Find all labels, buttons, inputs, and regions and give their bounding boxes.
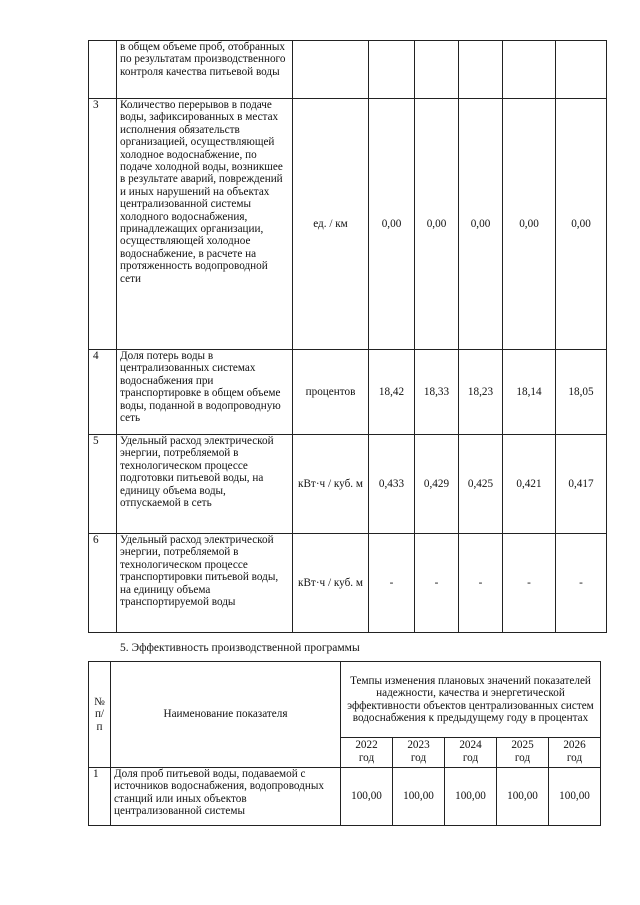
table-row	[89, 99, 607, 350]
unit-cell: кВт·ч / куб. м	[293, 534, 369, 633]
value-cell: -	[369, 534, 415, 633]
value-cell: 18,42	[369, 350, 415, 435]
value-cell: 0,429	[415, 435, 459, 534]
value-cell: 18,05	[556, 350, 607, 435]
value-cell: -	[459, 534, 503, 633]
value-cell: -	[503, 534, 556, 633]
row-number: 4	[89, 350, 117, 435]
value-cell: 18,33	[415, 350, 459, 435]
row-number	[89, 41, 117, 99]
value-cell: 0,425	[459, 435, 503, 534]
value-cell: 100,00	[341, 768, 393, 826]
row-number: 5	[89, 435, 117, 534]
table-row	[89, 41, 607, 99]
rates-group-header: Темпы изменения плановых значений показателей надежности, качества и энергетической эффективности объектов централизованных систем водоснабжения к предыдущему году в процентах	[341, 662, 601, 738]
year-header: 2025 год	[497, 738, 549, 768]
indicator-name: Удельный расход электрической энергии, потребляемой в технологическом процессе транспортировки питьевой воды, на единицу объема транспортируемой воды	[117, 534, 293, 633]
value-cell: 100,00	[393, 768, 445, 826]
table-row	[89, 350, 607, 435]
year-header: 2023 год	[393, 738, 445, 768]
header-text: №	[94, 695, 105, 708]
year-header: 2024 год	[445, 738, 497, 768]
value-cell: 0,433	[369, 435, 415, 534]
table-row	[89, 435, 607, 534]
value-cell: -	[415, 534, 459, 633]
row-number: 6	[89, 534, 117, 633]
efficiency-table	[88, 661, 601, 826]
value-cell	[503, 41, 556, 99]
number-column-header	[89, 662, 111, 768]
value-cell: 0,421	[503, 435, 556, 534]
indicator-name: Доля проб питьевой воды, подаваемой с источников водоснабжения, водопроводных станций или иных объектов централизованной системы	[111, 768, 341, 826]
unit-cell: процентов	[293, 350, 369, 435]
value-cell: 0,00	[369, 99, 415, 350]
unit-cell: кВт·ч / куб. м	[293, 435, 369, 534]
row-number: 3	[89, 99, 117, 350]
header-text: п/	[94, 708, 105, 721]
value-cell: 18,14	[503, 350, 556, 435]
row-number: 1	[89, 768, 111, 826]
unit-cell: ед. / км	[293, 99, 369, 350]
value-cell: 100,00	[497, 768, 549, 826]
indicator-name: Количество перерывов в подаче воды, зафиксированных в местах исполнения обязательств организацией, осуществляющей холодное водоснабжение, по подаче холодной воды, возникшее в результате аварий, повреждений и иных нарушений на объектах централизованной системы холодного водоснабжения, принадлежащих организации, осуществляющей холодное водоснабжение, в расчете на протяженность водопроводной сети	[117, 99, 293, 350]
header-text: п	[96, 720, 103, 733]
value-cell: 18,23	[459, 350, 503, 435]
table-row	[89, 768, 601, 826]
value-cell: 0,00	[503, 99, 556, 350]
value-cell: 0,00	[415, 99, 459, 350]
name-column-header: Наименование показателя	[111, 662, 341, 768]
value-cell	[556, 41, 607, 99]
value-cell: 0,00	[459, 99, 503, 350]
indicator-name: в общем объеме проб, отобранных по результатам производственного контроля качества питьевой воды	[117, 41, 293, 99]
year-header: 2026 год	[549, 738, 601, 768]
value-cell: 100,00	[445, 768, 497, 826]
value-cell	[459, 41, 503, 99]
value-cell	[415, 41, 459, 99]
table-row	[89, 534, 607, 633]
unit-cell	[293, 41, 369, 99]
indicator-name: Доля потерь воды в централизованных системах водоснабжения при транспортировке в общем объеме воды, поданной в водопроводную сеть	[117, 350, 293, 435]
value-cell: 100,00	[549, 768, 601, 826]
value-cell	[369, 41, 415, 99]
table-header-row	[89, 662, 601, 738]
indicator-name: Удельный расход электрической энергии, потребляемой в технологическом процессе подготовки питьевой воды, на единицу объема воды, отпускаемой в сеть	[117, 435, 293, 534]
value-cell: 0,417	[556, 435, 607, 534]
year-header: 2022 год	[341, 738, 393, 768]
indicators-table	[88, 40, 607, 633]
section-heading: 5. Эффективность производственной программы	[120, 642, 360, 654]
value-cell: -	[556, 534, 607, 633]
value-cell: 0,00	[556, 99, 607, 350]
